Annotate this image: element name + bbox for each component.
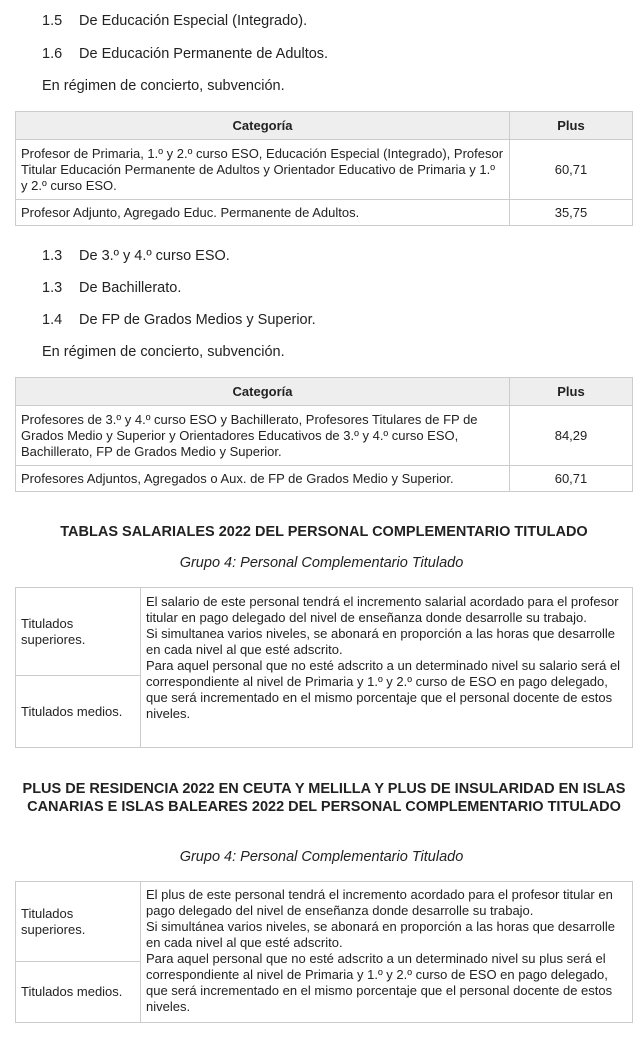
plus-residence-table <box>15 881 633 1023</box>
row-label: Titulados superiores. <box>16 588 141 676</box>
list-item: 1.3 De 3.º y 4.º curso ESO. <box>42 248 230 264</box>
cell-categoria: Profesor de Primaria, 1.º y 2.º curso ESO, Educación Especial (Integrado), Profesor Titular Educación Permanente de Adultos y Orientador Educativo de Primaria y 1.º y 2.º curso ESO. <box>16 140 510 200</box>
list-item: 1.5 De Educación Especial (Integrado). <box>42 13 308 29</box>
regime-text: En régimen de concierto, subvención. <box>42 344 285 360</box>
section-heading: PLUS DE RESIDENCIA 2022 EN CEUTA Y MELILLA Y PLUS DE INSULARIDAD EN ISLAS CANARIAS E ISLAS BALEARES 2022 DEL PERSONAL COMPLEMENTARIO TITULADO <box>22 781 626 815</box>
plus-table-2 <box>15 377 633 492</box>
section-subtitle: Grupo 4: Personal Complementario Titulado <box>179 849 464 865</box>
desc-para: El plus de este personal tendrá el incremento acordado para el profesor titular en pago delegado del nivel de enseñanza donde desarrolle su trabajo. <box>146 887 613 918</box>
header-plus: Plus <box>510 378 633 406</box>
description-cell <box>141 882 633 1023</box>
cell-categoria: Profesores de 3.º y 4.º curso ESO y Bachillerato, Profesores Titulares de FP de Grados Medio y Superior y Orientadores Educativos de 3.º y 4.º curso ESO, Bachillerato, FP de Grados Medio y Superior. <box>16 406 510 466</box>
table-row <box>16 406 633 466</box>
header-plus: Plus <box>510 112 633 140</box>
table-row <box>16 140 633 200</box>
row-label: Titulados medios. <box>16 962 141 1023</box>
cell-plus: 60,71 <box>510 466 633 492</box>
cell-plus: 60,71 <box>510 140 633 200</box>
desc-para: El salario de este personal tendrá el incremento salarial acordado para el profesor titular en pago delegado del nivel de enseñanza donde desarrolle su trabajo. <box>146 594 619 625</box>
row-label: Titulados medios. <box>16 676 141 748</box>
salary-table <box>15 587 633 748</box>
section-subtitle: Grupo 4: Personal Complementario Titulado <box>179 555 464 571</box>
cell-plus: 84,29 <box>510 406 633 466</box>
desc-para: Para aquel personal que no esté adscrito a un determinado nivel su plus será el correspondiente al nivel de Primaria y 1.º y 2.º curso de ESO en pago delegado, que será incrementado en el mismo porcentaje que el personal docente de estos niveles. <box>146 951 613 1014</box>
regime-text: En régimen de concierto, subvención. <box>42 78 285 94</box>
list-item: 1.4 De FP de Grados Medios y Superior. <box>42 312 316 328</box>
description-cell <box>141 588 633 748</box>
list-item: 1.6 De Educación Permanente de Adultos. <box>42 46 329 62</box>
desc-para: Para aquel personal que no esté adscrito a un determinado nivel su salario será el correspondiente al nivel de Primaria y 1.º y 2.º curso de ESO en pago delegado, que será incrementado en el mismo porcentaje que el personal docente de estos niveles. <box>146 658 621 721</box>
header-categoria: Categoría <box>16 112 510 140</box>
table-row <box>16 466 633 492</box>
section-heading: TABLAS SALARIALES 2022 DEL PERSONAL COMPLEMENTARIO TITULADO <box>60 524 588 540</box>
desc-para: Si simultánea varios niveles, se abonará en proporción a las horas que desarrolle en cada nivel al que esté adscrito. <box>146 919 615 950</box>
header-categoria: Categoría <box>16 378 510 406</box>
desc-para: Si simultanea varios niveles, se abonará en proporción a las horas que desarrolle en cada nivel al que esté adscrito. <box>146 626 615 657</box>
list-item: 1.3 De Bachillerato. <box>42 280 182 296</box>
plus-table-1 <box>15 111 633 226</box>
cell-categoria: Profesor Adjunto, Agregado Educ. Permanente de Adultos. <box>16 200 510 226</box>
row-label: Titulados superiores. <box>16 882 141 962</box>
cell-categoria: Profesores Adjuntos, Agregados o Aux. de FP de Grados Medio y Superior. <box>16 466 510 492</box>
table-row <box>16 200 633 226</box>
cell-plus: 35,75 <box>510 200 633 226</box>
